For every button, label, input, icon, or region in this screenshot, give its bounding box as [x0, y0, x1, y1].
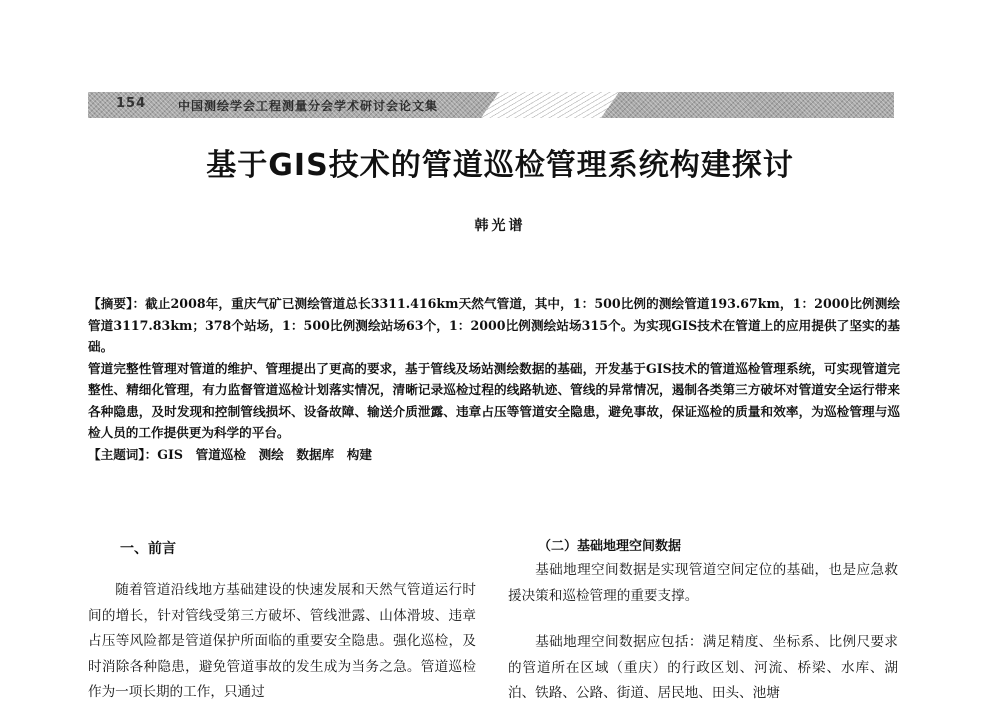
- body-paragraph: 基础地理空间数据是实现管道空间定位的基础，也是应急救援决策和巡检管理的重要支撑。: [508, 562, 898, 604]
- abstract-block: [88, 293, 900, 465]
- journal-name: 中国测绘学会工程测量分会学术研讨会论文集: [178, 99, 439, 113]
- left-column: [88, 538, 476, 706]
- page-number: 154: [116, 96, 147, 111]
- author-name: 韩光谱: [474, 218, 526, 234]
- abstract-paragraph: 【摘要】：截止2008年，重庆气矿已测绘管道总长3311.416km天然气管道，其中，1：500比例的测绘管道193.67km，1：2000比例测绘管道3117.83km；378个站场，1：500比例测绘站场63个，1：2000比例测绘站场315个。为实现GIS技术在管道上的应用提供了坚实的基础。: [88, 296, 900, 354]
- right-column: [508, 535, 898, 707]
- section-heading-geospatial-data: （二）基础地理空间数据: [538, 539, 682, 554]
- body-paragraph: 基础地理空间数据应包括：满足精度、坐标系、比例尺要求的管道所在区域（重庆）的行政区划、河流、桥梁、水库、湖泊、铁路、公路、街道、居民地、田头、池塘: [508, 634, 898, 701]
- header-band-gap: [481, 92, 619, 118]
- paper-title: 基于GIS技术的管道巡检管理系统构建探讨: [206, 148, 794, 183]
- keywords-line: 【主题词】：GIS 管道巡检 测绘 数据库 构建: [88, 446, 372, 462]
- abstract-paragraph: 管道完整性管理对管道的维护、管理提出了更高的要求，基于管线及场站测绘数据的基础，开发基于GIS技术的管道巡检管理系统，可实现管道完整性、精细化管理，有力监督管道巡检计划落实情况，清晰记录巡检过程的线路轨迹、管线的异常情况，遏制各类第三方破坏对管道安全运行带来各种隐患，及时发现和控制管线损坏、设备故障、输送介质泄露、违章占压等管道安全隐患，避免事故，保证巡检的质量和效率，为巡检管理与巡检人员的工作提供更为科学的平台。: [88, 360, 900, 440]
- journal-header-band: [88, 92, 894, 118]
- section-heading-introduction: 一、前言: [120, 541, 176, 557]
- body-paragraph: 随着管道沿线地方基础建设的快速发展和天然气管道运行时间的增长，针对管线受第三方破坏、管线泄露、山体滑坡、违章占压等风险都是管道保护所面临的重要安全隐患。强化巡检，及时消除各种隐患，避免管道事故的发生成为当务之急。管道巡检作为一项长期的工作，只通过: [88, 582, 476, 700]
